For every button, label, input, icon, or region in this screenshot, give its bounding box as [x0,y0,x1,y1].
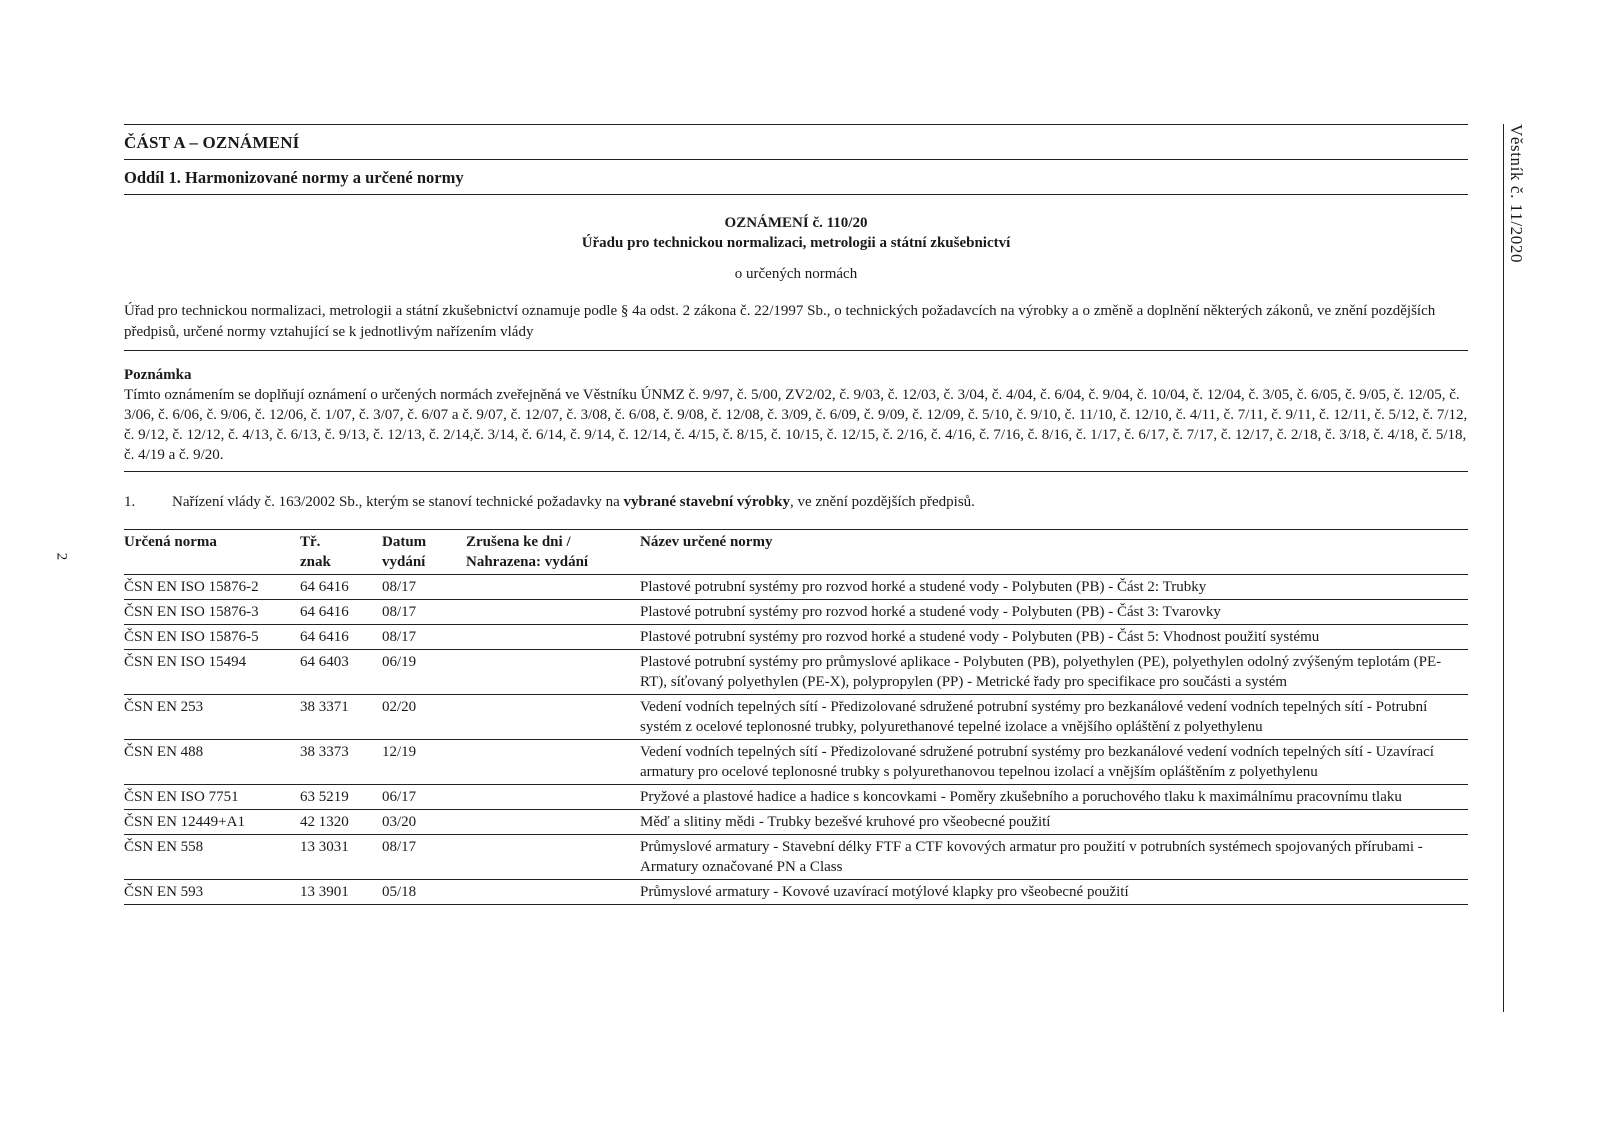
table-row [124,600,1468,625]
header-class: Tř. znak [300,534,331,570]
header-date: Datum vydání [382,534,427,570]
cell-name: Vedení vodních tepelných sítí - Předizolované sdružené potrubní systémy pro bezkanálové vedení vodních tepelných sítí - Potrubní systém z ocelové teplonosné trubky, polyurethanové tepelné izolace a vnějšího opláštění z polyethylenu [640,699,1428,735]
cell-cancel [466,600,640,625]
table-row [124,625,1468,650]
journal-label: Věstník č. 11/2020 [1507,124,1526,264]
side-rule [1503,124,1504,1012]
table-row [124,880,1468,905]
cell-cancel [466,740,640,785]
note-block [124,351,1468,471]
cell-date: 06/17 [382,789,417,805]
cell-date: 08/17 [382,604,417,620]
cell-class: 64 6416 [300,579,349,595]
cell-name: Plastové potrubní systémy pro rozvod horké a studené vody - Polybuten (PB) - Část 3: Tvarovky [640,604,1221,620]
cell-standard: ČSN EN ISO 15876-3 [124,604,259,620]
cell-standard: ČSN EN ISO 15876-5 [124,629,259,645]
table-row [124,810,1468,835]
header-standard: Určená norma [124,534,217,550]
table-header-row [124,530,1468,575]
cell-standard: ČSN EN 593 [124,884,204,900]
cell-class: 64 6416 [300,629,349,645]
cell-standard: ČSN EN 253 [124,699,204,715]
header-name: Název určené normy [640,534,773,550]
table-row [124,740,1468,785]
note-text: Tímto oznámením se doplňují oznámení o určených normách zveřejněná ve Věstníku ÚNMZ č. 9/97, č. 5/00, ZV2/02, č. 9/03, č. 12/03, č. 3/04, č. 4/04, č. 6/04, č. 9/04, č. 10/04, č. 12/04, č. 3/05, č. 6/05, č. 9/05, č. 12/05, č. 3/06, č. 6/06, č. 9/06, č. 12/06, č. 1/07, č. 3/07, č. 6/07 a č. 9/07, č. 12/07, č. 3/08, č. 6/08, č. 9/08, č. 12/08, č. 3/09, č. 6/09, č. 9/09, č. 12/09, č. 5/10, č. 9/10, č. 11/10, č. 12/10, č. 4/11, č. 7/11, č. 9/11, č. 12/11, č. 5/12, č. 7/12, č. 9/12, č. 12/12, č. 4/13, č. 6/13, č. 9/13, č. 12/13, č. 2/14,č. 3/14, č. 6/14, č. 9/14, č. 12/14, č. 4/15, č. 8/15, č. 10/15, č. 12/15, č. 2/16, č. 4/16, č. 7/16, č. 8/16, č. 1/17, č. 6/17, č. 7/17, č. 12/17, č. 2/18, č. 3/18, č. 4/18, č. 5/18, č. 4/19 a č. 9/20. [124,387,1468,463]
subsection-rule [124,194,1468,195]
notice-subject: o určených normách [734,266,858,282]
cell-standard: ČSN EN 488 [124,744,204,760]
cell-name: Průmyslové armatury - Stavební délky FTF a CTF kovových armatur pro použití v potrubních systémech spojovaných přírubami - Armatury označované PN a Class [640,839,1423,875]
cell-date: 02/20 [382,699,417,715]
cell-name: Plastové potrubní systémy pro rozvod horké a studené vody - Polybuten (PB) - Část 5: Vhodnost použití systému [640,629,1320,645]
cell-class: 42 1320 [300,814,349,830]
cell-date: 05/18 [382,884,417,900]
table-row [124,835,1468,880]
page-content [124,124,1468,905]
cell-class: 38 3373 [300,744,349,760]
note-title: Poznámka [124,367,192,383]
table-row [124,650,1468,695]
notice-number: OZNÁMENÍ č. 110/20 [724,215,868,231]
cell-cancel [466,575,640,600]
cell-standard: ČSN EN 558 [124,839,204,855]
cell-name: Měď a slitiny mědi - Trubky bezešvé kruhové pro všeobecné použití [640,814,1051,830]
cell-name: Průmyslové armatury - Kovové uzavírací motýlové klapky pro všeobecné použití [640,884,1129,900]
standards-table [124,529,1468,905]
regulation-text-after: , ve znění pozdějších předpisů. [789,494,975,510]
cell-standard: ČSN EN ISO 7751 [124,789,239,805]
regulation-text-bold: vybrané stavební výrobky [623,494,790,510]
page-number: 2 [53,552,70,561]
cell-date: 12/19 [382,744,417,760]
regulation-text-before: Nařízení vlády č. 163/2002 Sb., kterým se stanoví technické požadavky na [172,494,624,510]
table-row [124,785,1468,810]
section-title: ČÁST A – OZNÁMENÍ [124,133,300,152]
cell-date: 08/17 [382,579,417,595]
cell-standard: ČSN EN 12449+A1 [124,814,245,830]
cell-date: 06/19 [382,654,417,670]
cell-cancel [466,880,640,905]
cell-date: 08/17 [382,629,417,645]
table-row [124,575,1468,600]
cell-standard: ČSN EN ISO 15494 [124,654,247,670]
cell-date: 08/17 [382,839,417,855]
regulation-text [172,494,975,511]
cell-class: 13 3901 [300,884,349,900]
cell-name: Vedení vodních tepelných sítí - Předizolované sdružené potrubní systémy pro bezkanálové vedení vodních tepelných sítí - Uzavírací armatury pro ocelové teplonosné trubky s polyurethanovou tepelnou izolací a vnějším opláštěním z polyethylenu [640,744,1434,780]
note-rule [124,471,1468,472]
cell-class: 63 5219 [300,789,349,805]
cell-class: 38 3371 [300,699,349,715]
cell-class: 13 3031 [300,839,349,855]
cell-name: Plastové potrubní systémy pro rozvod horké a studené vody - Polybuten (PB) - Část 2: Trubky [640,579,1207,595]
subsection-title: Oddíl 1. Harmonizované normy a určené normy [124,168,464,187]
cell-name: Pryžové a plastové hadice a hadice s koncovkami - Poměry zkušebního a poruchového tlaku k maximálnímu pracovnímu tlaku [640,789,1402,805]
notice-intro: Úřad pro technickou normalizaci, metrologii a státní zkušebnictví oznamuje podle § 4a odst. 2 zákona č. 22/1997 Sb., o technických požadavcích na výrobky a o změně a doplnění některých zákonů, ve znění pozdějších předpisů, určené normy vztahující se k jednotlivým nařízením vlády [124,303,1436,340]
cell-cancel [466,695,640,740]
notice-office: Úřadu pro technickou normalizaci, metrologii a státní zkušebnictví [581,235,1011,251]
table-row [124,695,1468,740]
regulation-item [124,494,1468,511]
cell-class: 64 6416 [300,604,349,620]
regulation-number: 1. [124,494,136,510]
cell-cancel [466,835,640,880]
cell-cancel [466,810,640,835]
cell-name: Plastové potrubní systémy pro průmyslové aplikace - Polybuten (PB), polyethylen (PE), polyethylen odolný zvýšeným teplotám (PE-RT), síťovaný polyethylen (PE-X), polypropylen (PP) - Metrické řady pro specifikace pro součásti a systém [640,654,1442,690]
header-cancel: Zrušena ke dni / Nahrazena: vydání [466,534,589,570]
cell-cancel [466,785,640,810]
cell-cancel [466,650,640,695]
cell-standard: ČSN EN ISO 15876-2 [124,579,259,595]
cell-cancel [466,625,640,650]
cell-date: 03/20 [382,814,417,830]
cell-class: 64 6403 [300,654,349,670]
